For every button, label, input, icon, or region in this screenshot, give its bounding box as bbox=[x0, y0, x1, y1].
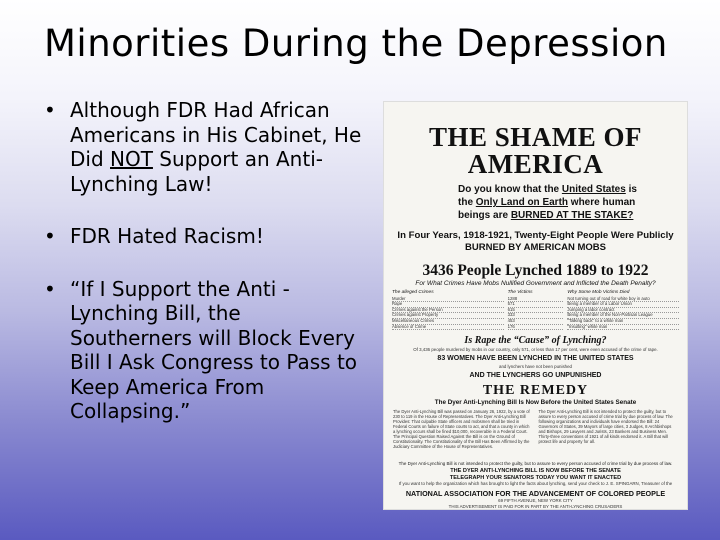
table-header: Why Some Mob Victims Died bbox=[567, 290, 630, 295]
bullet-text: “If I Support the Anti -Lynching Bill, the Southerners will Block Every Bill I Ask Congress to Pass to Keep America From Collapsing.” bbox=[70, 276, 358, 423]
bullet-marker: • bbox=[44, 224, 56, 248]
table-header: The Victims bbox=[507, 290, 533, 295]
bullet-item-fdr-racism bbox=[44, 224, 364, 249]
table-cell: Crimes against the Person bbox=[392, 308, 504, 314]
bullet-item-fdr-quote bbox=[44, 277, 364, 424]
table-cell: Miscellaneous Crimes bbox=[392, 319, 504, 325]
poster-question-part: BURNED AT THE STAKE? bbox=[510, 210, 634, 221]
poster-title: THE SHAME OF AMERICA bbox=[428, 122, 643, 179]
table-cell: Jumping a labor contract bbox=[567, 308, 679, 314]
table-cell: Being a member of a Labor Union bbox=[567, 302, 679, 308]
poster-question-part: beings are bbox=[458, 210, 511, 221]
poster-column-left: The Dyer Anti-Lynching Bill was passed on January 26, 1922, by a vote of 230 to 119 in the House of Representatives. The Dyer Anti-Lynching Bill Provides: That culpable State officers and mobsmen shall be tried in Federal Courts on failure of State courts to act, and that a county in which a lynching occurs shall be fined $10,000, recoverable in a Federal Court. The Principal Question Raised Against the Bill is on the Ground of Constitutionality. The Constitutionality of the Bill Has Been Affirmed by the Judiciary Committee of the House of Representatives. bbox=[393, 409, 530, 449]
slide-title: Minorities During the Depression bbox=[44, 22, 668, 65]
poster-column-right: The Dyer Anti-Lynching Bill is not intended to protect the guilty, but to assure to every person accused of crime trial by due process of law. The following organizations and individuals have endorsed the Bill: 24 Governors of States, 39 Mayors of large cities, 3 Judges, 8 Archbishops and Bishops, 29 Lawyers and Jurists, 23 Bankers and Business Men. Thirty-three conventions of 1921 of all kinds endorsed it. A Bill that will protect life and property for all. bbox=[538, 409, 673, 444]
table-cell: Rape bbox=[392, 302, 504, 308]
poster-remedy-heading: THE REMEDY bbox=[482, 383, 589, 398]
poster-question-part: is bbox=[625, 184, 637, 195]
table-cell: 615 bbox=[508, 308, 564, 314]
poster-rape-heading: Is Rape the “Cause” of Lynching? bbox=[464, 335, 607, 346]
table-cell: Crimes against Property bbox=[392, 313, 504, 319]
poster-telegraph-call: THE DYER ANTI-LYNCHING BILL IS NOW BEFORE THE SENATE TELEGRAPH YOUR SENATORS TODAY YOU WANT IT ENACTED bbox=[449, 468, 622, 481]
poster-crimes-question: For What Crimes Have Mobs Nullified Government and Inflicted the Death Penalty? bbox=[415, 280, 656, 287]
poster-question-part: Do you know that the bbox=[458, 184, 562, 195]
poster-lynchers-unpunished: AND THE LYNCHERS GO UNPUNISHED bbox=[469, 372, 602, 379]
emphasis-not: NOT bbox=[110, 147, 153, 171]
table-cell: 333 bbox=[508, 313, 564, 319]
table-cell: Murder bbox=[392, 297, 504, 303]
poster-bill-subheading: The Dyer Anti-Lynching Bill Is Now Before the United States Senate bbox=[434, 399, 637, 406]
poster-rape-fineprint: Of 3,436 people murdered by mobs in our country, only 571, or less than 17 per cent, were even accused of the crime of rape. bbox=[413, 347, 658, 352]
table-cell: 1288 bbox=[508, 297, 564, 303]
poster-donation-fineprint: If you want to help the organization which has brought to light the facts about lynching, send your check to J. E. SPINGARN, Treasurer of the bbox=[398, 481, 673, 487]
poster-question-part: United States bbox=[561, 184, 626, 195]
bullet-text-end: Support an Anti-Lynching Law! bbox=[70, 147, 323, 196]
poster-footer: THIS ADVERTISEMENT IS PAID FOR IN PART BY THE ANTI-LYNCHING CRUSADERS bbox=[448, 503, 623, 509]
poster-years: In Four Years, 1918-1921, Twenty-Eight People Were Publicly bbox=[397, 230, 674, 241]
bullet-text: FDR Hated Racism! bbox=[70, 224, 264, 248]
bullet-list bbox=[44, 98, 364, 452]
table-header: The alleged Crimes bbox=[392, 290, 434, 295]
table-cell: 176 bbox=[508, 325, 564, 331]
table-cell: Not turning out of road for white boy in auto bbox=[567, 297, 679, 303]
shame-of-america-poster bbox=[383, 101, 688, 510]
bullet-marker: • bbox=[44, 276, 56, 301]
table-column-reasons bbox=[565, 291, 681, 333]
table-column-crimes bbox=[390, 291, 506, 333]
poster-lynched-count: 3436 People Lynched 1889 to 1922 bbox=[422, 262, 649, 279]
poster-address: 69 FIFTH AVENUE, NEW YORK CITY bbox=[498, 498, 573, 504]
bullet-text: Although FDR Had African Americans in His Cabinet, He Did bbox=[70, 98, 362, 171]
table-cell: 571 bbox=[508, 302, 564, 308]
poster-question-part: where human bbox=[568, 197, 636, 208]
poster-question-part: Only Land on Earth bbox=[475, 197, 569, 208]
poster-bill-purpose: The Dyer Anti-Lynching Bill is not intended to protect the guilty, but to assure to every person accused of crime trial by due process of law. bbox=[398, 461, 673, 466]
table-column-victims bbox=[506, 291, 566, 333]
poster-crimes-table bbox=[390, 291, 681, 333]
poster-women-fineprint: and lynchers have not been punished bbox=[499, 364, 572, 369]
bullet-item-fdr-cabinet bbox=[44, 98, 364, 196]
bullet-marker: • bbox=[44, 98, 56, 122]
table-cell: 453 bbox=[508, 319, 564, 325]
table-cell: "Talking back" to a white man bbox=[567, 319, 679, 325]
table-cell: "Insulting" white man bbox=[567, 325, 679, 331]
poster-question bbox=[458, 183, 681, 222]
poster-naacp: NATIONAL ASSOCIATION FOR THE ADVANCEMENT OF COLORED PEOPLE bbox=[405, 489, 666, 499]
poster-question-part: the bbox=[458, 197, 476, 208]
poster-women-lynched: 83 WOMEN HAVE BEEN LYNCHED IN THE UNITED STATES bbox=[437, 355, 634, 362]
table-cell: Being a member of the Non-Partisan League bbox=[567, 313, 679, 319]
poster-burned: BURNED BY AMERICAN MOBS bbox=[465, 242, 606, 253]
table-cell: Absence of Crime bbox=[392, 325, 504, 331]
poster-bill-columns bbox=[390, 409, 681, 461]
